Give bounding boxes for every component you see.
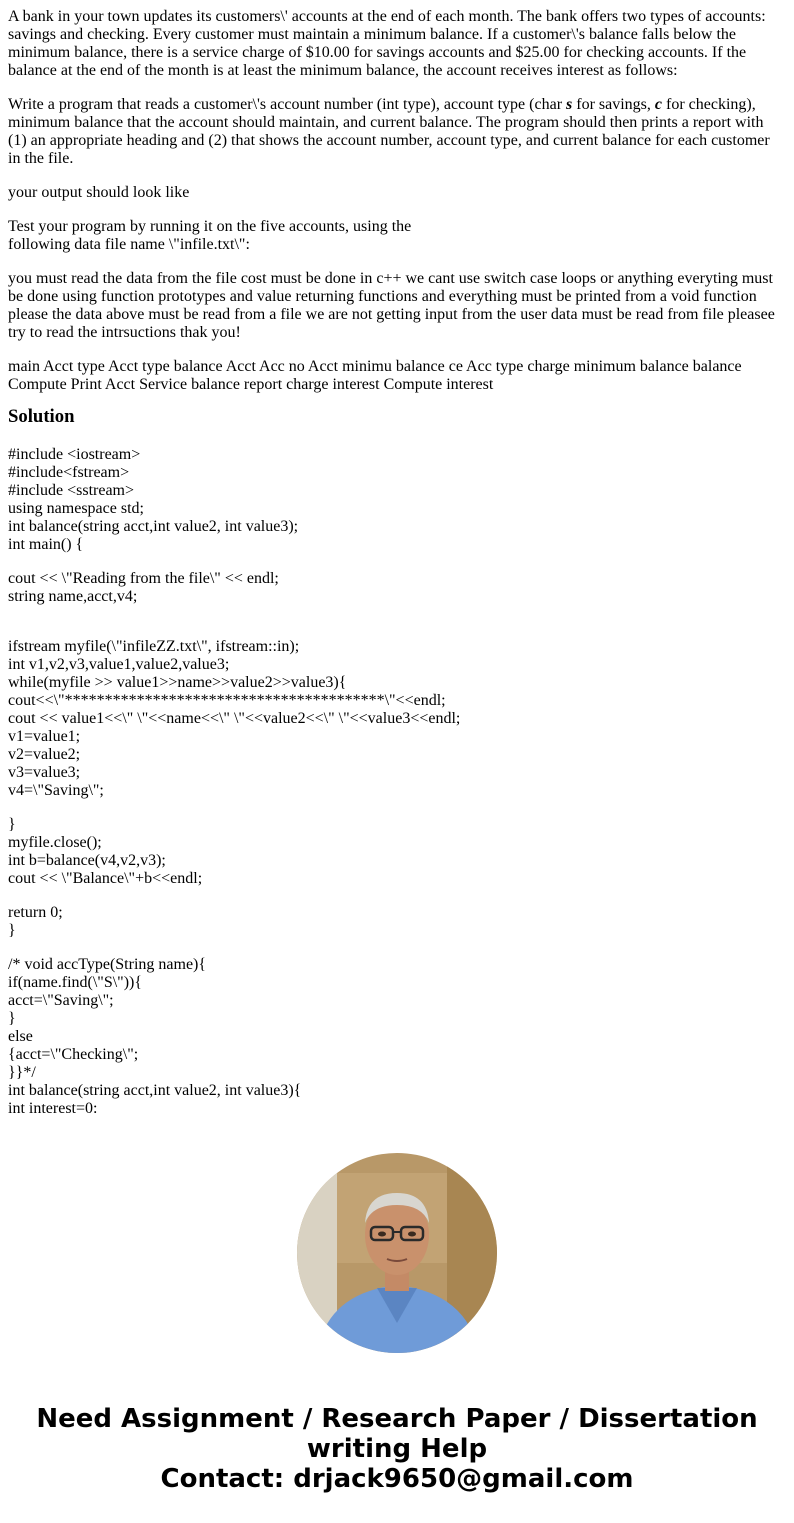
code-line: int v1,v2,v3,value1,value2,value3; <box>8 656 230 673</box>
code-line: while(myfile >> value1>>name>>value2>>value3){ <box>8 674 347 691</box>
code-line: v4=\"Saving\"; <box>8 782 104 799</box>
code-line: cout << \"Reading from the file\" << endl; <box>8 570 279 587</box>
code-line <box>8 554 780 570</box>
code-line: cout<<\"****************************************\"<<endl; <box>8 692 446 709</box>
code-line: if(name.find(\"S\")){ <box>8 974 143 991</box>
code-line: cout << \"Balance\"+b<<endl; <box>8 870 203 887</box>
code-line: int balance(string acct,int value2, int value3); <box>8 518 299 535</box>
footer-line-2: writing Help <box>306 1434 488 1464</box>
code-line: } <box>8 922 16 939</box>
code-line: cout << value1<<\" \"<<name<<\" \"<<value2<<\" \"<<value3<<endl; <box>8 710 461 727</box>
code-line: {acct=\"Checking\"; <box>8 1046 139 1063</box>
code-line: int main() { <box>8 536 84 553</box>
code-line: ifstream myfile(\"infileZZ.txt\", ifstream::in); <box>8 638 300 655</box>
code-line: #include <iostream> <box>8 446 141 463</box>
q4-line-2: following data file name \"infile.txt\": <box>8 236 250 253</box>
code-line: myfile.close(); <box>8 834 102 851</box>
code-line: /* void accType(String name){ <box>8 956 207 973</box>
question-paragraph-4 <box>8 218 780 254</box>
q2-part-d: for checking), minimum balance that the account should maintain, and current balance. The program should then prints a report with (1) an appropriate heading and (2) that shows the account number, account type, and current balance for each customer in the file. <box>8 96 770 167</box>
code-line <box>8 606 780 622</box>
code-line: #include<fstream> <box>8 464 130 481</box>
code-line <box>8 888 780 904</box>
author-avatar <box>297 1153 497 1353</box>
code-line: int balance(string acct,int value2, int value3){ <box>8 1082 302 1099</box>
code-line: }}*/ <box>8 1064 36 1081</box>
promo-footer <box>0 1404 794 1494</box>
code-line: #include <sstream> <box>8 482 135 499</box>
q2-checking-char: c <box>654 96 663 113</box>
question-paragraph-2 <box>8 96 780 168</box>
code-line: } <box>8 816 16 833</box>
footer-line-1: Need Assignment / Research Paper / Dissertation <box>36 1404 758 1434</box>
code-line: int b=balance(v4,v2,v3); <box>8 852 166 869</box>
code-line: acct=\"Saving\"; <box>8 992 114 1009</box>
code-line <box>8 800 780 816</box>
code-line: string name,acct,v4; <box>8 588 138 605</box>
code-line: int interest=0: <box>8 1100 98 1117</box>
solution-code <box>8 446 780 1118</box>
question-paragraph-6: main Acct type Acct type balance Acct Acc no Acct minimu balance ce Acc type charge minimum balance balance Compute Print Acct Service balance report charge interest Compute interest <box>8 358 742 393</box>
question-paragraph-1: A bank in your town updates its customers\' accounts at the end of each month. The bank offers two types of accounts: savings and checking. Every customer must maintain a minimum balance. If a customer\'s balance falls below the minimum balance, there is a service charge of $10.00 for savings accounts and $25.00 for checking accounts. If the balance at the end of the month is at least the minimum balance, the account receives interest as follows: <box>8 8 766 79</box>
code-line: return 0; <box>8 904 63 921</box>
question-paragraph-5: you must read the data from the file cost must be done in c++ we cant use switch case loops or anything everyting must be done using function prototypes and value returning functions and everything must be printed from a void function please the data above must be read from a file we are not getting input from the user data must be read from file pleasee try to read the intrsuctions thak you! <box>8 270 775 341</box>
document-content <box>8 8 780 1118</box>
q4-line-1: Test your program by running it on the five accounts, using the <box>8 218 412 235</box>
code-line: v1=value1; <box>8 728 81 745</box>
footer-contact: Contact: drjack9650@gmail.com <box>160 1464 634 1494</box>
code-line: v3=value3; <box>8 764 81 781</box>
q2-part-a: Write a program that reads a customer\'s account number (int type), account type (char <box>8 96 567 113</box>
code-line: using namespace std; <box>8 500 144 517</box>
code-line: else <box>8 1028 33 1045</box>
question-paragraph-3: your output should look like <box>8 184 190 201</box>
q2-savings-char: s <box>566 96 573 113</box>
solution-heading: Solution <box>8 406 75 427</box>
avatar-photo-illustration <box>297 1153 497 1353</box>
code-line: v2=value2; <box>8 746 81 763</box>
q2-part-b: for savings, <box>572 96 655 113</box>
code-line <box>8 940 780 956</box>
code-line <box>8 622 780 638</box>
code-line: } <box>8 1010 16 1027</box>
